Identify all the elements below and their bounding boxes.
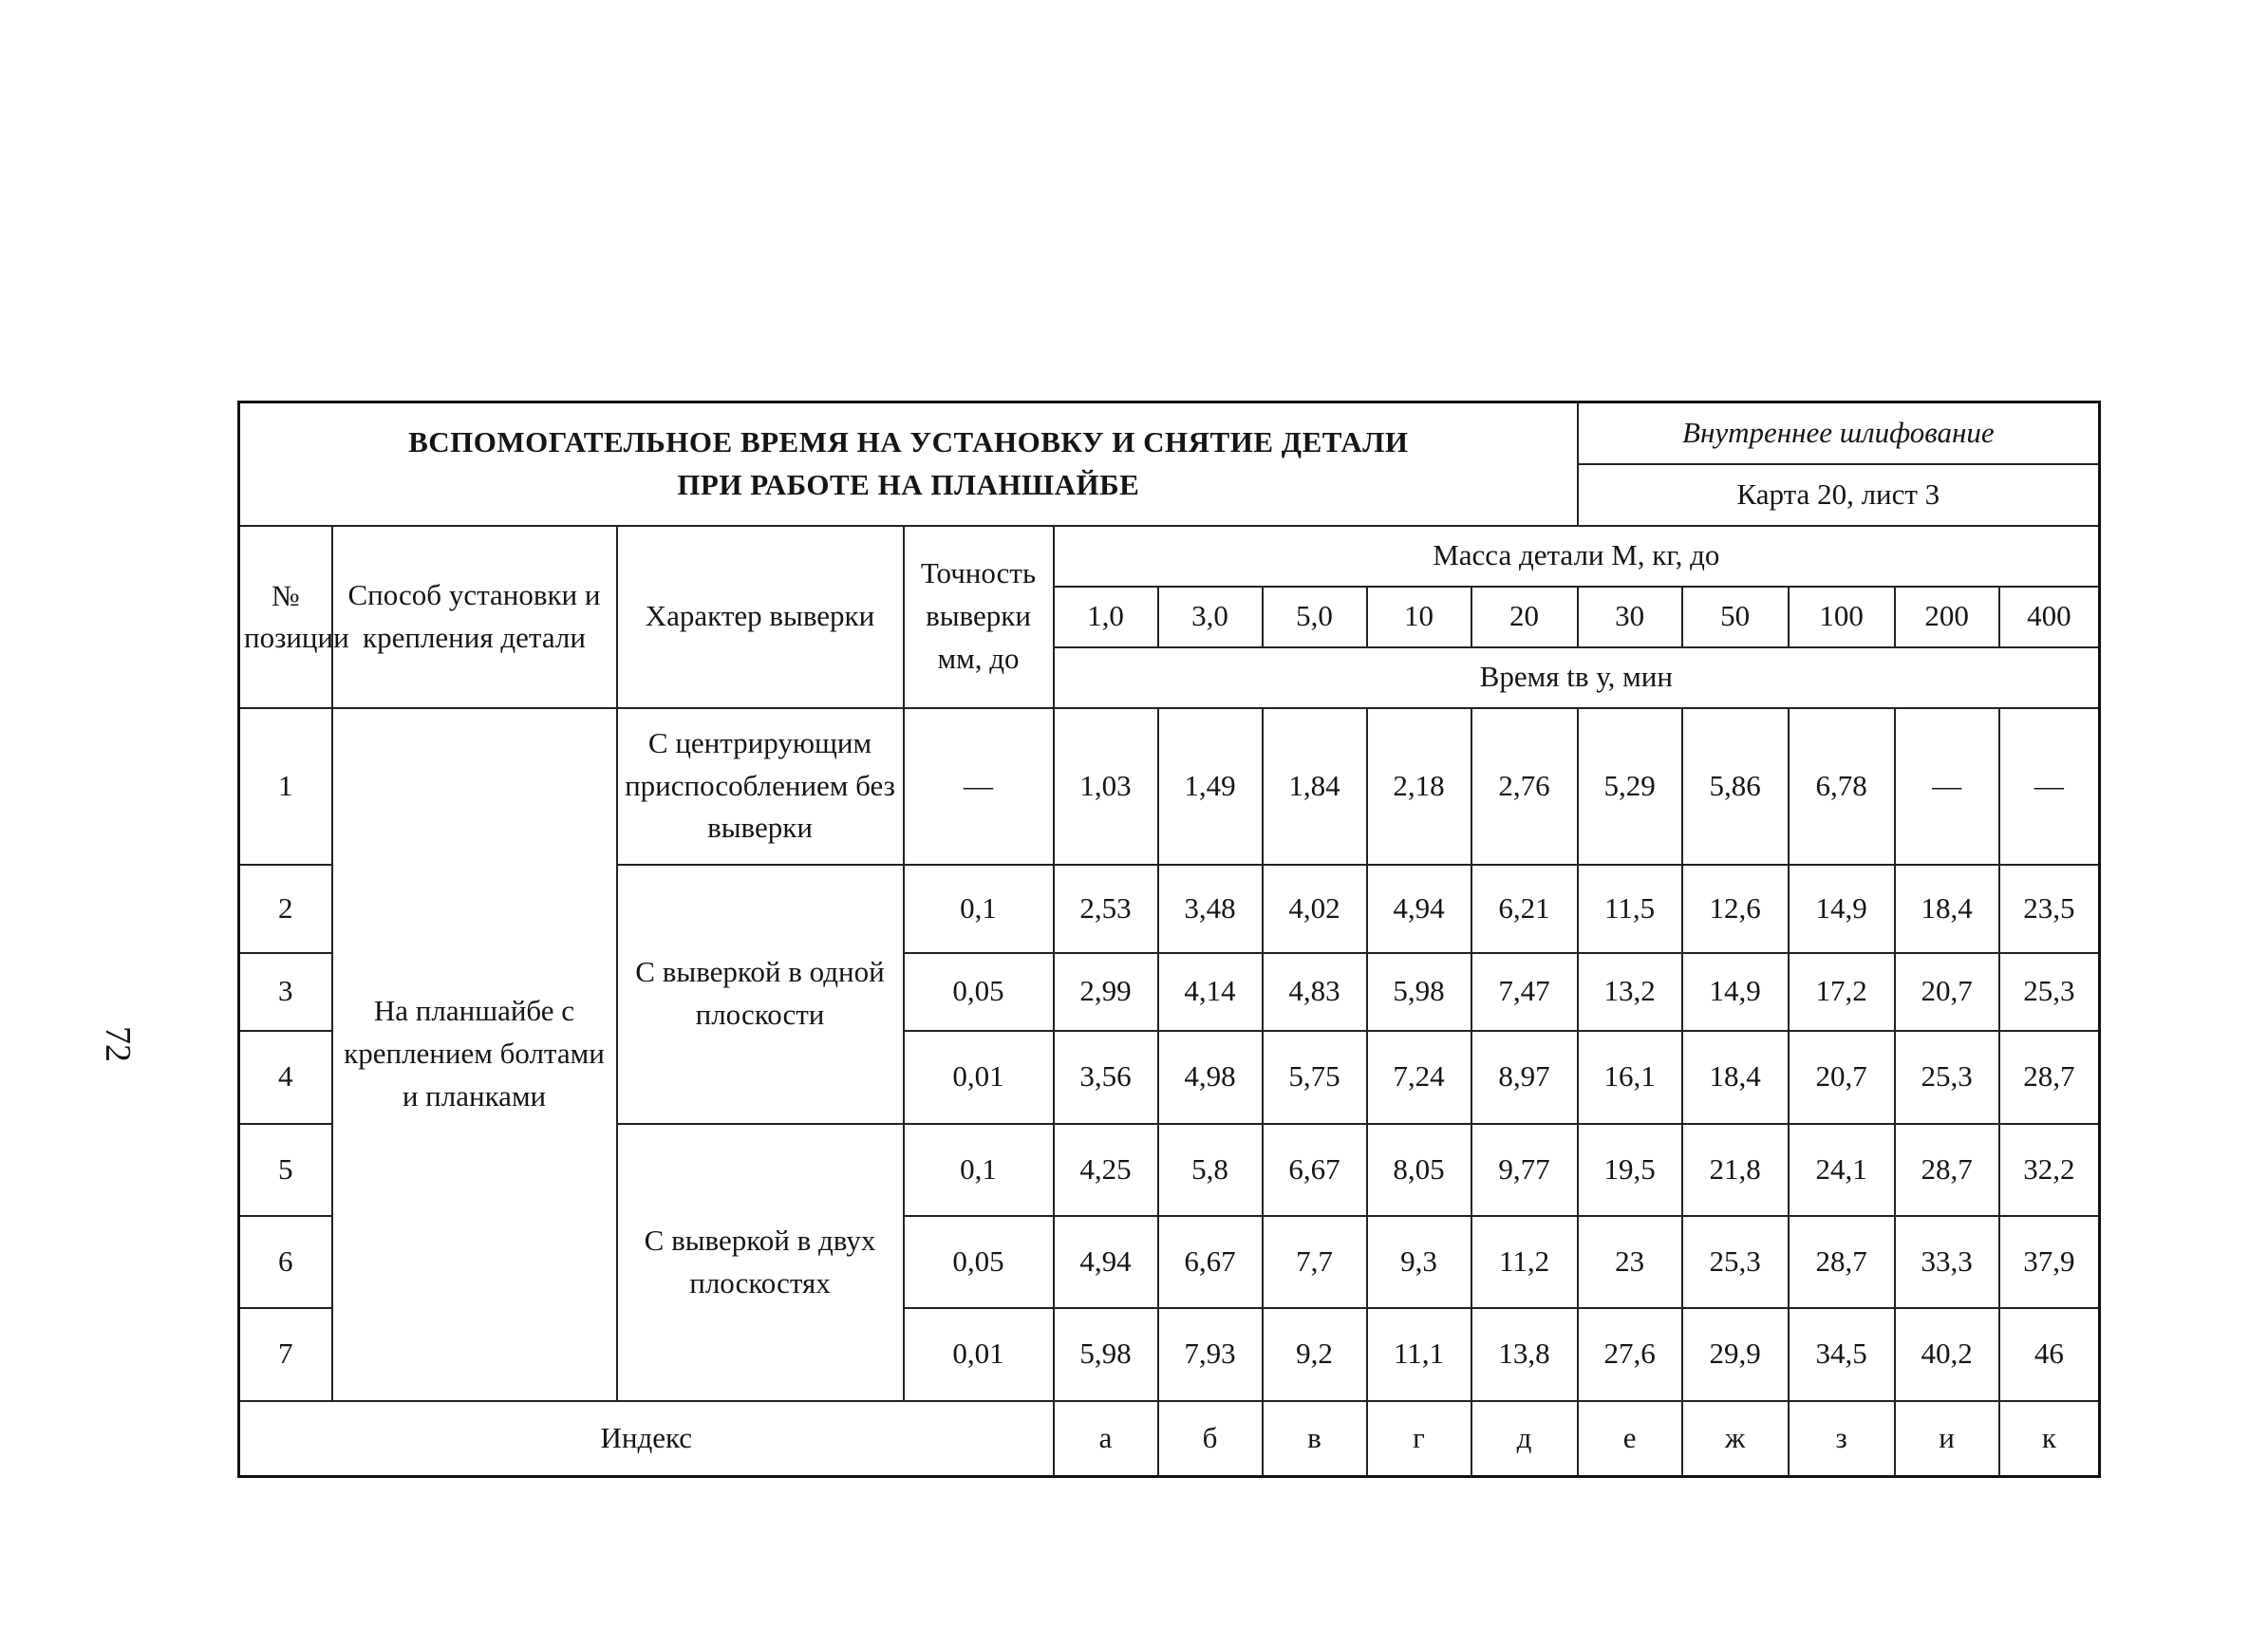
accuracy-value: 0,01 [904,1308,1054,1401]
time-value: 18,4 [1895,865,1999,953]
time-value: 25,3 [1682,1216,1789,1308]
index-letter: в [1263,1401,1367,1477]
time-value: 1,49 [1158,708,1263,865]
time-value: 6,67 [1263,1124,1367,1216]
col-header-method: Способ установки и крепления детали [332,526,617,708]
index-letter: е [1578,1401,1682,1477]
time-value: 3,56 [1054,1031,1158,1124]
accuracy-value: 0,05 [904,1216,1054,1308]
table-title [239,402,1578,526]
time-value: 1,03 [1054,708,1158,865]
table-row [239,708,2100,865]
time-value: 11,1 [1367,1308,1471,1401]
col-header-accuracy: Точность выверки мм, до [904,526,1054,708]
index-letter: к [1999,1401,2100,1477]
time-value: 46 [1999,1308,2100,1401]
time-value: 5,29 [1578,708,1682,865]
title-line-2: ПРИ РАБОТЕ НА ПЛАНШАЙБЕ [677,467,1140,501]
time-value: 19,5 [1578,1124,1682,1216]
time-value: 4,83 [1263,953,1367,1031]
time-value: 33,3 [1895,1216,1999,1308]
index-letter: г [1367,1401,1471,1477]
time-value: 27,6 [1578,1308,1682,1401]
time-value: 4,25 [1054,1124,1158,1216]
character-group: С центрирующим приспособлением без выверки [617,708,904,865]
character-group: С выверкой в двух плоскостях [617,1124,904,1401]
time-value: 3,48 [1158,865,1263,953]
index-label: Индекс [239,1401,1054,1477]
mass-value: 5,0 [1263,587,1367,647]
time-value: 13,2 [1578,953,1682,1031]
time-value: 20,7 [1895,953,1999,1031]
accuracy-value: 0,01 [904,1031,1054,1124]
time-value: 2,76 [1471,708,1578,865]
time-value: — [1999,708,2100,865]
character-group: С выверкой в одной плоскости [617,865,904,1124]
mass-value: 100 [1789,587,1895,647]
time-value: 25,3 [1999,953,2100,1031]
time-value: 20,7 [1789,1031,1895,1124]
time-value: — [1895,708,1999,865]
section-name: Внутреннее шлифование [1578,402,2100,464]
time-value: 14,9 [1682,953,1789,1031]
time-value: 8,97 [1471,1031,1578,1124]
time-value: 5,98 [1367,953,1471,1031]
time-value: 28,7 [1789,1216,1895,1308]
time-value: 2,99 [1054,953,1158,1031]
time-value: 6,78 [1789,708,1895,865]
mass-value: 50 [1682,587,1789,647]
index-letter: д [1471,1401,1578,1477]
time-value: 6,67 [1158,1216,1263,1308]
time-value: 28,7 [1999,1031,2100,1124]
time-value: 28,7 [1895,1124,1999,1216]
position-number: 1 [239,708,332,865]
position-number: 5 [239,1124,332,1216]
time-value: 6,21 [1471,865,1578,953]
time-value: 21,8 [1682,1124,1789,1216]
mass-value: 200 [1895,587,1999,647]
position-number: 4 [239,1031,332,1124]
time-value: 32,2 [1999,1124,2100,1216]
mass-value: 400 [1999,587,2100,647]
time-value: 12,6 [1682,865,1789,953]
index-letter: а [1054,1401,1158,1477]
time-value: 8,05 [1367,1124,1471,1216]
time-value: 40,2 [1895,1308,1999,1401]
aux-time-table [237,401,2101,1478]
index-row [239,1401,2100,1477]
accuracy-value: — [904,708,1054,865]
time-value: 14,9 [1789,865,1895,953]
position-number: 7 [239,1308,332,1401]
time-value: 17,2 [1789,953,1895,1031]
time-value: 7,24 [1367,1031,1471,1124]
index-letter: з [1789,1401,1895,1477]
time-value: 37,9 [1999,1216,2100,1308]
col-header-time: Время tв у, мин [1054,647,2100,708]
position-number: 6 [239,1216,332,1308]
col-header-character: Характер выверки [617,526,904,708]
time-value: 16,1 [1578,1031,1682,1124]
index-letter: и [1895,1401,1999,1477]
time-value: 7,47 [1471,953,1578,1031]
time-value: 9,2 [1263,1308,1367,1401]
accuracy-value: 0,1 [904,1124,1054,1216]
accuracy-value: 0,05 [904,953,1054,1031]
position-number: 2 [239,865,332,953]
col-header-mass: Масса детали М, кг, до [1054,526,2100,587]
time-value: 4,98 [1158,1031,1263,1124]
time-value: 23,5 [1999,865,2100,953]
time-value: 23 [1578,1216,1682,1308]
position-number: 3 [239,953,332,1031]
time-value: 4,94 [1054,1216,1158,1308]
index-letter: б [1158,1401,1263,1477]
time-value: 7,7 [1263,1216,1367,1308]
time-value: 9,3 [1367,1216,1471,1308]
card-number: Карта 20, лист 3 [1578,464,2100,526]
time-value: 4,14 [1158,953,1263,1031]
time-value: 4,02 [1263,865,1367,953]
mass-value: 1,0 [1054,587,1158,647]
time-value: 13,8 [1471,1308,1578,1401]
time-value: 25,3 [1895,1031,1999,1124]
index-letter: ж [1682,1401,1789,1477]
time-value: 4,94 [1367,865,1471,953]
time-value: 29,9 [1682,1308,1789,1401]
mass-value: 30 [1578,587,1682,647]
time-value: 5,86 [1682,708,1789,865]
time-value: 1,84 [1263,708,1367,865]
time-value: 18,4 [1682,1031,1789,1124]
title-line-1: ВСПОМОГАТЕЛЬНОЕ ВРЕМЯ НА УСТАНОВКУ И СНЯТИЕ ДЕТАЛИ [408,424,1409,458]
mass-value: 3,0 [1158,587,1263,647]
method-cell: На планшайбе с креплением болтами и планками [332,708,617,1401]
time-value: 24,1 [1789,1124,1895,1216]
time-value: 11,5 [1578,865,1682,953]
time-value: 7,93 [1158,1308,1263,1401]
time-value: 2,18 [1367,708,1471,865]
time-value: 9,77 [1471,1124,1578,1216]
accuracy-value: 0,1 [904,865,1054,953]
col-header-position: № позиции [239,526,332,708]
time-value: 5,75 [1263,1031,1367,1124]
time-value: 5,8 [1158,1124,1263,1216]
time-value: 11,2 [1471,1216,1578,1308]
time-value: 5,98 [1054,1308,1158,1401]
time-value: 2,53 [1054,865,1158,953]
mass-value: 10 [1367,587,1471,647]
mass-value: 20 [1471,587,1578,647]
time-value: 34,5 [1789,1308,1895,1401]
page-number: 72 [98,1026,138,1062]
